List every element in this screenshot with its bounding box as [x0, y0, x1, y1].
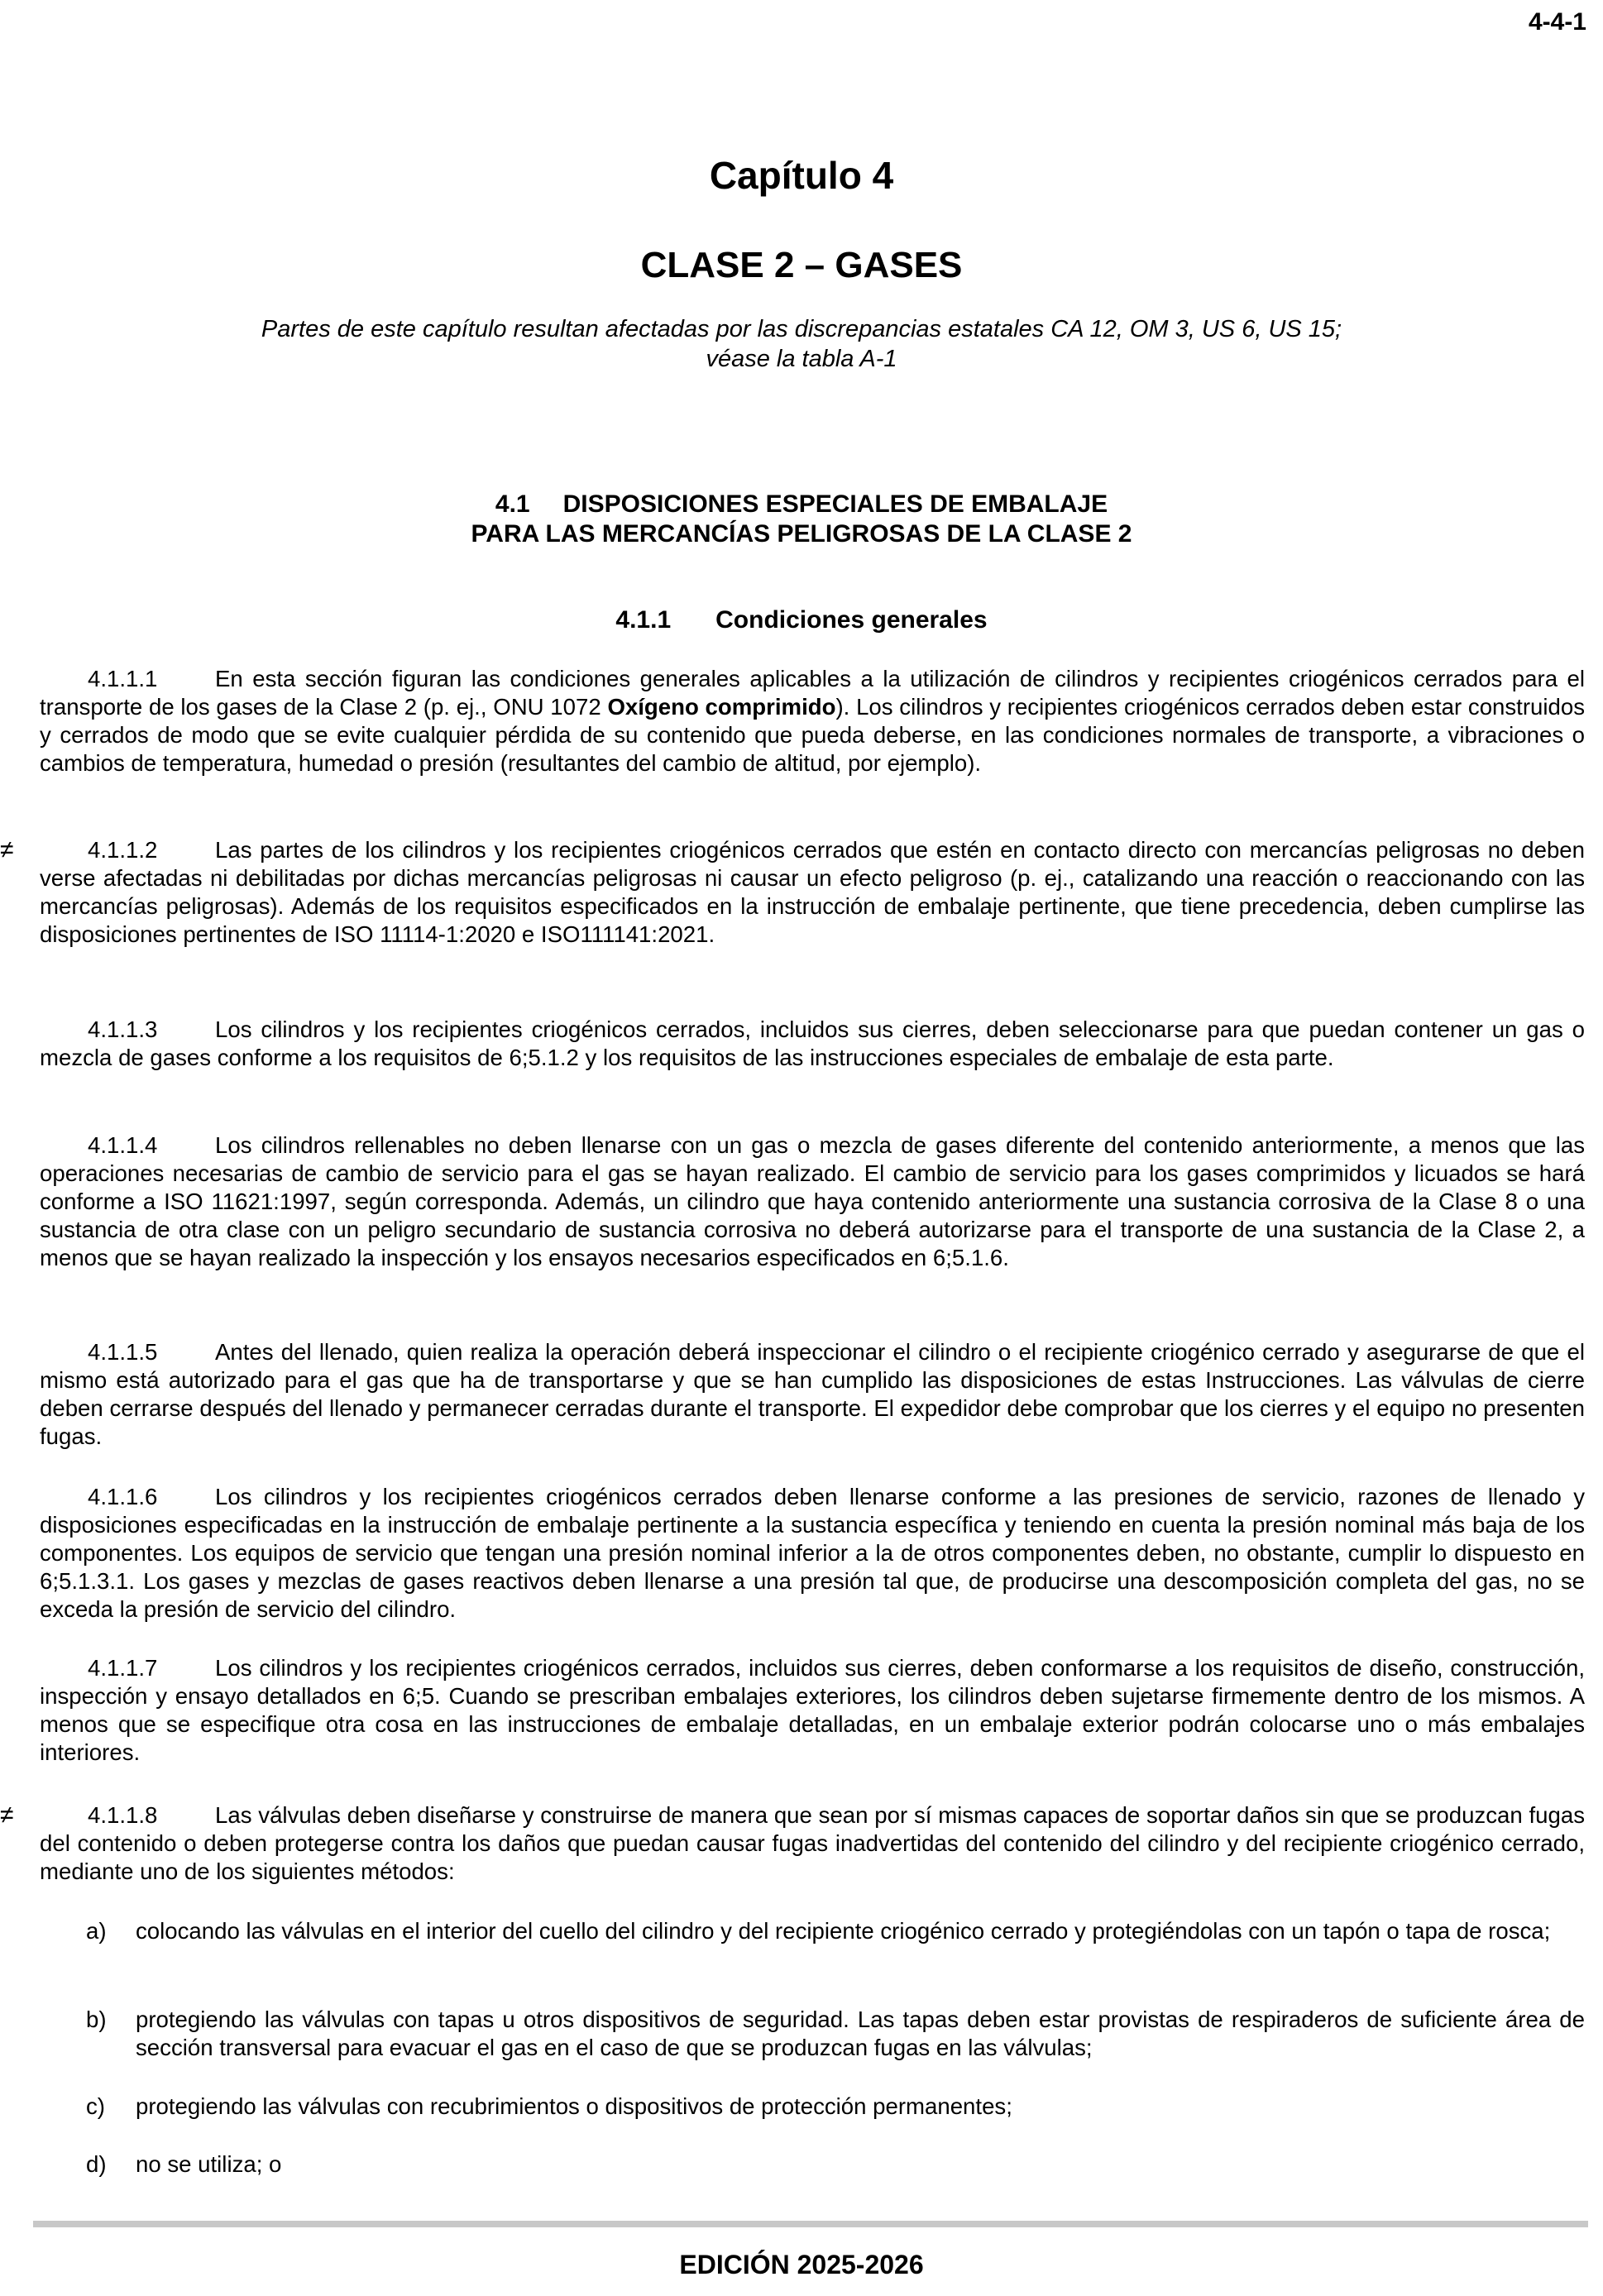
list-item	[86, 2150, 1585, 2179]
section-heading	[0, 490, 1603, 549]
list-item	[86, 2093, 1585, 2121]
paragraph-text: Los cilindros y los recipientes criogénicos cerrados deben llenarse conforme a las presiones de servicio, razones de llenado y disposiciones especificadas en la instrucción de embalaje pertinente a la sustancia específica y teniendo en cuenta la presión nominal más baja de los componentes. Los equipos de servicio que tengan una presión nominal inferior a la de otros componentes deben, no obstante, cumplir lo dispuesto en 6;5.1.3.1. Los gases y mezclas de gases reactivos deben llenarse a una presión tal que, de producirse una descomposición completa del gas, no se exceda la presión de servicio del cilindro.	[40, 1484, 1585, 1622]
paragraph-text: En esta sección figuran las condiciones generales aplicables a la utilización de cilindros y recipientes criogénicos cerrados para el transporte de los gases de la Clase 2 (p. ej., ONU 1072	[40, 666, 1585, 720]
subsection-title: Condiciones generales	[715, 606, 988, 634]
list-letter: b)	[86, 2007, 107, 2032]
paragraph-number: 4.1.1.6	[88, 1484, 158, 1509]
list-text: protegiendo las válvulas con recubrimientos o dispositivos de protección permanentes;	[136, 2093, 1012, 2119]
paragraph-4-1-1-1	[40, 665, 1585, 777]
paragraph-number: 4.1.1.2	[88, 837, 158, 863]
discrepancy-mark: ≠	[0, 1801, 14, 1829]
list-item	[86, 2006, 1585, 2062]
discrepancies-line-1: Partes de este capítulo resultan afectadas por las discrepancias estatales CA 12, OM 3, US 6, US 15;	[261, 316, 1342, 342]
discrepancies-line-2: véase la tabla A-1	[706, 346, 897, 372]
paragraph-text: Los cilindros y los recipientes criogénicos cerrados, incluidos sus cierres, deben seleccionarse para que puedan contener un gas o mezcla de gases conforme a los requisitos de 6;5.1.2 y los requisitos de las instrucciones especiales de embalaje de esta parte.	[40, 1016, 1585, 1070]
discrepancies-note	[0, 314, 1603, 374]
list-text: no se utiliza; o	[136, 2151, 282, 2177]
paragraph-4-1-1-4	[40, 1131, 1585, 1272]
paragraph-number: 4.1.1.5	[88, 1339, 158, 1365]
paragraph-number: 4.1.1.1	[88, 666, 158, 691]
paragraph-4-1-1-2	[40, 836, 1585, 949]
paragraph-number: 4.1.1.7	[88, 1655, 158, 1681]
discrepancy-mark: ≠	[0, 836, 14, 863]
paragraph-4-1-1-5	[40, 1338, 1585, 1451]
list-text: colocando las válvulas en el interior del cuello del cilindro y del recipiente criogénico cerrado y protegiéndolas con un tapón o tapa de rosca;	[136, 1918, 1551, 1944]
paragraph-text: Los cilindros rellenables no deben llenarse con un gas o mezcla de gases diferente del contenido anteriormente, a menos que las operaciones necesarias de cambio de servicio para el gas se hayan realizado. El cambio de servicio para los gases comprimidos y licuados se hará conforme a ISO 11621:1997, según corresponda. Además, un cilindro que haya contenido anteriormente una sustancia corrosiva de la Clase 8 o una sustancia de otra clase con un peligro secundario de sustancia corrosiva no deberá autorizarse para el transporte de una sustancia de la Clase 2, a menos que se hayan realizado la inspección y los ensayos necesarios especificados en 6;5.1.6.	[40, 1132, 1585, 1270]
paragraph-text: Antes del llenado, quien realiza la operación deberá inspeccionar el cilindro o el recipiente criogénico cerrado y asegurarse de que el mismo está autorizado para el gas que ha de transportarse y que se han cumplido las disposiciones de estas Instrucciones. Las válvulas de cierre deben cerrarse después del llenado y permanecer cerradas durante el transporte. El expedidor debe comprobar que los cierres y el equipo no presenten fugas.	[40, 1339, 1585, 1449]
paragraph-text: Las válvulas deben diseñarse y construirse de manera que sean por sí mismas capaces de soportar daños sin que se produzcan fugas del contenido o deben protegerse contra los daños que puedan causar fugas inadvertidas del contenido del cilindro y del recipiente criogénico cerrado, mediante uno de los siguientes métodos:	[40, 1802, 1585, 1884]
subsection-number: 4.1.1	[615, 606, 672, 634]
paragraph-text: Los cilindros y los recipientes criogénicos cerrados, incluidos sus cierres, deben conformarse a los requisitos de diseño, construcción, inspección y ensayo detallados en 6;5. Cuando se prescriban embalajes exteriores, los cilindros deben sujetarse firmemente dentro de los mismos. A menos que se especifique otra cosa en las instrucciones de embalaje detalladas, en un embalaje exterior podrán colocarse uno o más embalajes interiores.	[40, 1655, 1585, 1765]
section-title-line-2: PARA LAS MERCANCÍAS PELIGROSAS DE LA CLASE 2	[471, 520, 1132, 548]
paragraph-4-1-1-6	[40, 1483, 1585, 1624]
list-letter: a)	[86, 1918, 107, 1944]
page-number: 4-4-1	[1528, 8, 1586, 36]
list-letter: c)	[86, 2093, 105, 2119]
footer-rule	[33, 2221, 1588, 2227]
paragraph-number: 4.1.1.4	[88, 1132, 158, 1158]
section-number: 4.1	[495, 490, 530, 518]
list-letter: d)	[86, 2151, 107, 2177]
paragraph-text: Las partes de los cilindros y los recipientes criogénicos cerrados que estén en contacto directo con mercancías peligrosas no deben verse afectadas ni debilitadas por dichas mercancías peligrosas ni causar un efecto peligroso (p. ej., catalizando una reacción o reaccionando con las mercancías peligrosas). Además de los requisitos especificados en la instrucción de embalaje pertinente, que tiene precedencia, deben cumplirse las disposiciones pertinentes de ISO 11114-1:2020 e ISO111141:2021.	[40, 837, 1585, 947]
subsection-heading	[0, 606, 1603, 634]
section-title-line-1: DISPOSICIONES ESPECIALES DE EMBALAJE	[562, 490, 1108, 518]
paragraph-number: 4.1.1.3	[88, 1016, 158, 1042]
paragraph-4-1-1-7	[40, 1654, 1585, 1767]
paragraph-text-continued: ). Los cilindros y recipientes criogénicos cerrados deben estar construidos y cerrados de modo que se evite cualquier pérdida de su contenido que pueda deberse, en las condiciones normales de transporte, a vibraciones o cambios de temperatura, humedad o presión (resultantes del cambio de altitud, por ejemplo).	[40, 694, 1585, 776]
footer-edition: EDICIÓN 2025-2026	[679, 2250, 924, 2279]
chapter-title: Capítulo 4	[709, 154, 894, 197]
paragraph-number: 4.1.1.8	[88, 1802, 158, 1828]
list-text: protegiendo las válvulas con tapas u otros dispositivos de seguridad. Las tapas deben estar provistas de respiraderos de suficiente área de sección transversal para evacuar el gas en el caso de que se produzcan fugas en las válvulas;	[136, 2007, 1585, 2060]
paragraph-bold-text: Oxígeno comprimido	[607, 694, 836, 720]
list-item	[86, 1917, 1585, 1945]
paragraph-4-1-1-8	[40, 1801, 1585, 1886]
class-title: CLASE 2 – GASES	[640, 245, 963, 285]
paragraph-4-1-1-3	[40, 1016, 1585, 1072]
